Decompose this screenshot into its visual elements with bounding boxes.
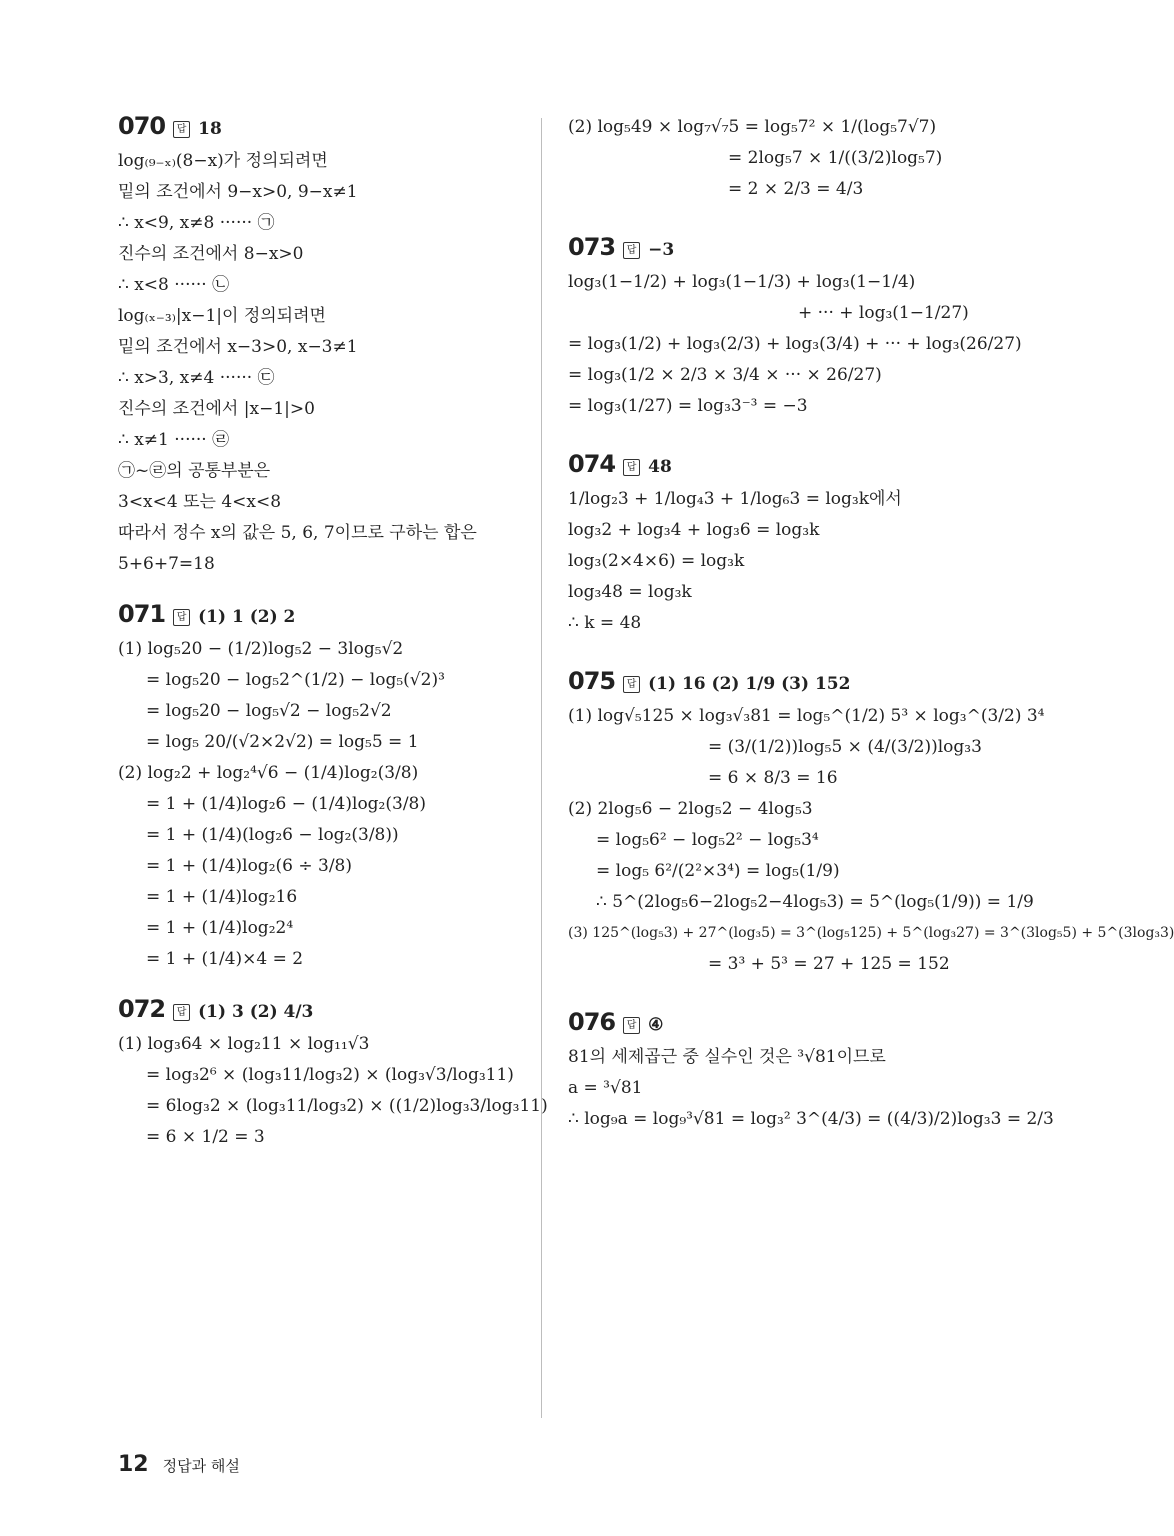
answer-value: −3 [648,240,675,260]
page-footer [118,1452,240,1477]
problem-070 [118,112,518,580]
problem-header [568,450,988,478]
problem-header [568,233,988,261]
spacer [568,639,988,667]
answer-badge-icon: 답 [623,1017,640,1034]
solution-line: = 1 + (1/4)log₂2⁴ [146,918,294,938]
left-column [118,112,548,1153]
answer-value: (1) 1 (2) 2 [198,607,296,627]
answer-value: ④ [648,1015,664,1035]
solution-line: = 6 × 1/2 = 3 [146,1127,265,1147]
solution-line: = (3/(1/2))log₅5 × (4/(3/2))log₃3 [708,737,982,757]
answer-value: 18 [198,119,222,139]
solution-line: (2) log₂2 + log₂⁴√6 − (1/4)log₂(3/8) [118,763,419,783]
solution-line: (1) log√₅125 × log₃√₃81 = log₅^(1/2) 5³ × log₃^(3/2) 3⁴ [568,706,1045,726]
problem-074 [568,450,988,639]
solution-line: = 1 + (1/4)×4 = 2 [146,949,304,969]
problem-075 [568,667,1174,980]
answer-badge-icon: 답 [623,459,640,476]
solution-line: 진수의 조건에서 8−x>0 [118,244,304,264]
answer-value: (1) 16 (2) 1/9 (3) 152 [648,674,851,694]
problem-071 [118,600,518,975]
answer-badge-icon: 답 [623,242,640,259]
solution-line: ∴ log₉a = log₉³√81 = log₃² 3^(4/3) = ((4/3)/2)log₃3 = 2/3 [568,1109,1054,1129]
solution-line: log₍₉₋ₓ₎(8−x)가 정의되려면 [118,151,328,171]
solution-line: log₃2 + log₃4 + log₃6 = log₃k [568,520,820,540]
solution-line: = log₅20 − log₅√2 − log₅2√2 [146,701,392,721]
solution-line: 진수의 조건에서 |x−1|>0 [118,399,315,419]
solution-line: (1) log₅20 − (1/2)log₅2 − 3log₅√2 [118,639,404,659]
solution-line: ∴ x≠1 ······ ㉣ [118,430,230,450]
solution-line: ∴ k = 48 [568,613,642,633]
spacer [118,975,518,995]
spacer [568,205,988,233]
problem-076 [568,1008,1054,1135]
solution-line: = 1 + (1/4)log₂6 − (1/4)log₂(3/8) [146,794,426,814]
solution-line: = 1 + (1/4)log₂(6 ÷ 3/8) [146,856,353,876]
solution-line: = 1 + (1/4)(log₂6 − log₂(3/8)) [146,825,399,845]
solution-line: = log₅ 6²/(2²×3⁴) = log₅(1/9) [596,861,840,881]
problem-header [568,1008,988,1036]
solution-line: = 6log₃2 × (log₃11/log₃2) × ((1/2)log₃3/log₃11) [146,1096,548,1116]
answer-value: (1) 3 (2) 4/3 [198,1002,314,1022]
solution-line: = log₅ 20/(√2×2√2) = log₅5 = 1 [146,732,419,752]
solution-line: = log₅20 − log₅2^(1/2) − log₅(√2)³ [146,670,445,690]
solution-line: log₍ₓ₋₃₎|x−1|이 정의되려면 [118,306,326,326]
problem-number: 073 [568,233,616,261]
spacer [568,422,988,450]
answer-value: 48 [648,457,672,477]
problem-072-continued [568,112,988,205]
page-number: 12 [118,1452,149,1477]
answer-badge-icon: 답 [173,609,190,626]
solution-line: = 2log₅7 × 1/((3/2)log₅7) [728,148,943,168]
solution-line: (2) log₅49 × log₇√₇5 = log₅7² × 1/(log₅7√7) [568,117,937,137]
solution-line: = 1 + (1/4)log₂16 [146,887,298,907]
answer-badge-icon: 답 [623,676,640,693]
problem-header [568,667,988,695]
solution-line: ∴ 5^(2log₅6−2log₅2−4log₅3) = 5^(log₅(1/9)) = 1/9 [596,892,1034,912]
solution-line: 5+6+7=18 [118,554,215,574]
solution-line: log₃(2×4×6) = log₃k [568,551,745,571]
solution-line: = 6 × 8/3 = 16 [708,768,838,788]
solution-line: = log₃(1/2 × 2/3 × 3/4 × ··· × 26/27) [568,365,882,385]
problem-number: 075 [568,667,616,695]
answer-badge-icon: 답 [173,121,190,138]
problem-number: 071 [118,600,166,628]
solution-line: (3) 125^(log₅3) + 27^(log₃5) = 3^(log₅125) + 5^(log₃27) = 3^(3log₅5) + 5^(3log₃3) [568,925,1174,941]
solution-line: a = ³√81 [568,1078,643,1098]
solution-line: 따라서 정수 x의 값은 5, 6, 7이므로 구하는 합은 [118,523,477,543]
solution-line: 밑의 조건에서 x−3>0, x−3≠1 [118,337,358,357]
solution-line: = log₃(1/27) = log₃3⁻³ = −3 [568,396,808,416]
solution-line: ∴ x<8 ······ ㉡ [118,275,230,295]
solution-line: log₃48 = log₃k [568,582,692,602]
solution-line: log₃(1−1/2) + log₃(1−1/3) + log₃(1−1/4) [568,272,916,292]
solution-line: (1) log₃64 × log₂11 × log₁₁√3 [118,1034,370,1054]
solution-line: = log₃(1/2) + log₃(2/3) + log₃(3/4) + ··· + log₃(26/27) [568,334,1022,354]
problem-072 [118,995,548,1153]
column-divider [541,118,542,1418]
answer-badge-icon: 답 [173,1004,190,1021]
problem-number: 074 [568,450,616,478]
solution-line: 밑의 조건에서 9−x>0, 9−x≠1 [118,182,358,202]
problem-header [118,112,518,140]
spacer [118,580,518,600]
problem-header [118,995,518,1023]
solution-line: 81의 세제곱근 중 실수인 것은 ³√81이므로 [568,1047,886,1067]
solution-line: (2) 2log₅6 − 2log₅2 − 4log₅3 [568,799,813,819]
solution-line: ∴ x>3, x≠4 ······ ㉢ [118,368,275,388]
spacer [568,980,988,1008]
problem-number: 070 [118,112,166,140]
solution-line: ㉠~㉣의 공통부분은 [118,461,271,481]
solution-line: 1/log₂3 + 1/log₄3 + 1/log₆3 = log₃k에서 [568,489,902,509]
solution-line: = 2 × 2/3 = 4/3 [728,179,864,199]
right-column [568,112,1174,1135]
solution-line: ∴ x<9, x≠8 ······ ㉠ [118,213,275,233]
solution-line: = 3³ + 5³ = 27 + 125 = 152 [708,954,950,974]
problem-number: 076 [568,1008,616,1036]
footer-title: 정답과 해설 [162,1457,240,1475]
solution-line: = log₃2⁶ × (log₃11/log₃2) × (log₃√3/log₃11) [146,1065,514,1085]
solution-line: + ··· + log₃(1−1/27) [798,303,969,323]
problem-073 [568,233,1022,422]
solution-line: 3<x<4 또는 4<x<8 [118,492,282,512]
solution-line: = log₅6² − log₅2² − log₅3⁴ [596,830,819,850]
problem-number: 072 [118,995,166,1023]
problem-header [118,600,518,628]
